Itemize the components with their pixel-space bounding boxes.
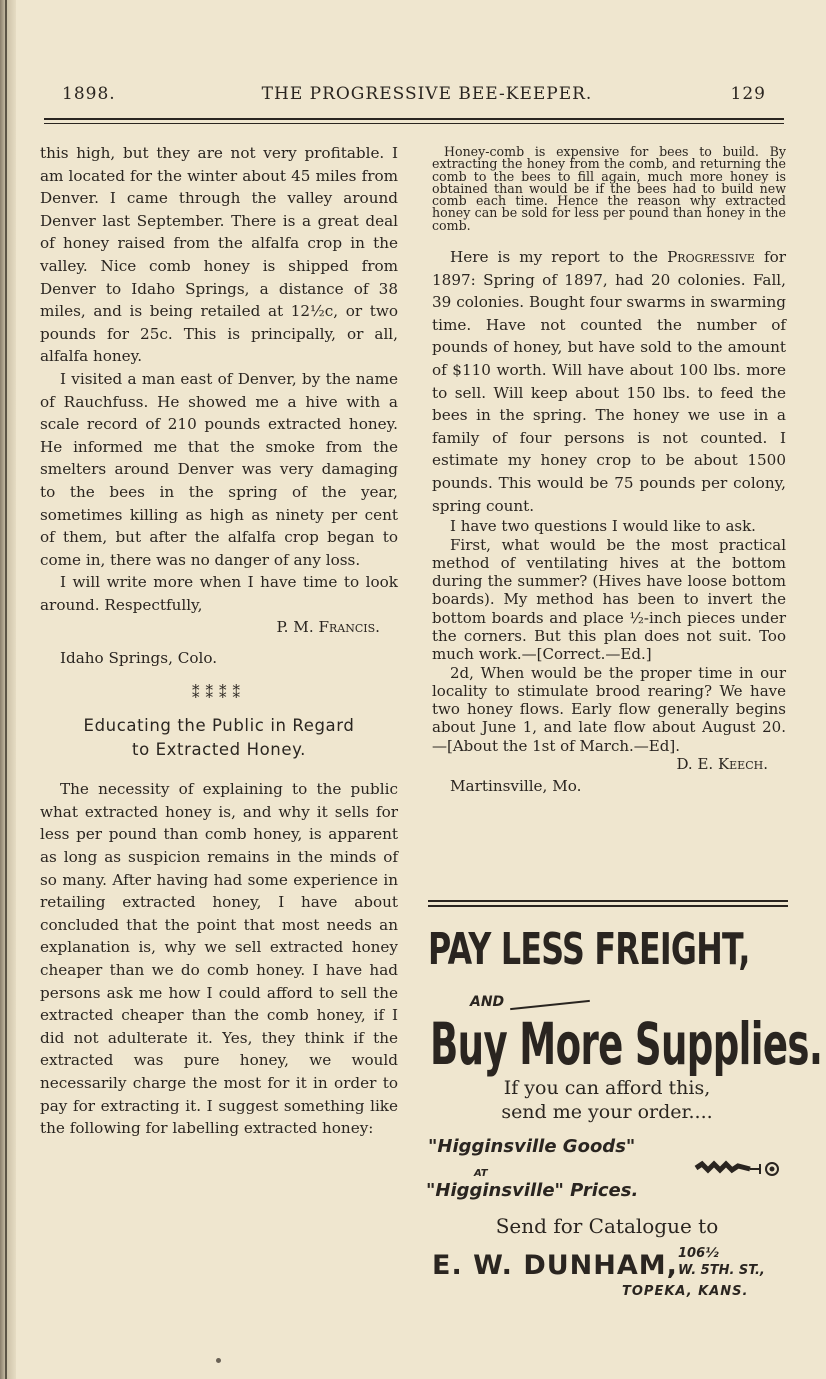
ad-ornament-icon [694, 1158, 786, 1180]
author-location: Idaho Springs, Colo. [60, 649, 218, 668]
label-paragraph: Honey-comb is expensive for bees to build. By extracting the honey from the comb, and returning the comb to the bees to fill again, much more honey is obtained than would be if the bees had to build new comb each time. Hence the reason why extracted honey can be sold for less per pound than honey in the comb. [432, 144, 786, 233]
honey-label-text [432, 146, 786, 232]
question-1: First, what would be the most practical method of ventilating hives at the bottom during the summer? (Hives have loose bottom boards). My method has been to invert the bottom boards and place ½-inch pieces under the corners. But this plan does not suit. Too much work.—[Correct.—Ed.] [432, 535, 786, 664]
running-header [62, 84, 766, 110]
ad-line-2: send me your order.... [501, 1101, 713, 1123]
header-year: 1898. [62, 84, 116, 104]
report-location: Martinsville, Mo. [450, 777, 582, 796]
ad-at: AT [474, 1168, 488, 1179]
page-binding-shadow [0, 0, 16, 1379]
ad-address-street: W. 5TH. ST., [678, 1263, 765, 1278]
ad-line-1: If you can afford this, [503, 1077, 711, 1099]
author-signature: P. M. Francis. [276, 618, 380, 637]
section-separator: ⁑⁑⁑⁑ [192, 683, 246, 702]
ad-address-city: TOPEKA, KANS. [622, 1284, 749, 1299]
ad-and: AND [470, 994, 505, 1010]
left-paragraph-1: this high, but they are not very profitable. I am located for the winter about 45 miles from Denver. I came through the valley around Denver last September. There is a great deal of honey raised from the alfalfa crop in the valley. Nice comb honey is shipped from Denver to Idaho Springs, a distance of 38 miles, and is being retailed at 12½c, or two pounds for 25c. This is principally, or all, alfalfa honey. [40, 144, 398, 366]
right-column [432, 146, 786, 798]
page-number: 129 [730, 84, 766, 104]
ad-address-number: 106½ [678, 1246, 719, 1261]
dunham-advertisement [426, 920, 823, 1310]
article-title [40, 714, 398, 762]
question-2 [432, 663, 786, 774]
question-2-text: 2d, When would be the proper time in our locality to stimulate brood rearing? We have two honey flows. Early flow generally begins about June 1, and late flow about August 20.—[About the 1st of March.—Ed]. [432, 663, 786, 755]
ad-catalogue: Send for Catalogue to [495, 1214, 719, 1238]
ad-headline-freight: PAY LESS FREIGHT, [428, 924, 750, 975]
report-section [432, 246, 786, 517]
binding-edge-line [5, 0, 7, 1379]
left-paragraph-3 [40, 571, 398, 616]
header-rule-bottom [44, 123, 784, 124]
ad-prices: "Higginsville" Prices. [426, 1180, 639, 1201]
report-signature: D. E. Keech. [676, 755, 768, 774]
left-paragraph-2: I visited a man east of Denver, by the name of Rauchfuss. He showed me a hive with a scale record of 210 pounds extracted honey. He informed me that the smoke from the smelters around Denver was very damaging to the bees in the spring of the year, sometimes killing as high as ninety per cent of them, but after the alfalfa crop began to come in, there was no danger of any loss. [40, 369, 398, 569]
ad-merchant-name: E. W. DUNHAM, [432, 1250, 678, 1281]
left-column [40, 142, 398, 1140]
closing-text: I will write more when I have time to look around. [40, 573, 398, 614]
report-location-wrap [432, 775, 786, 798]
ad-rule-bottom [428, 905, 788, 907]
report-paragraph [432, 246, 786, 517]
respectfully-text: Respectfully, [104, 595, 203, 614]
header-rule-top [44, 118, 784, 120]
page-speck [216, 1358, 221, 1363]
report-intro: Here is my report to the [450, 248, 659, 267]
ad-headline-supplies: Buy More Supplies. [430, 1010, 823, 1078]
article-body: The necessity of explaining to the public what extracted honey is, and why it sells for less per pound than comb honey, is apparent as long as suspicion remains in the minds of so many. After having had some experience in retailing extracted honey, I have about concluded that the point that most needs an explanation is, why we sell extracted honey cheaper than we do comb honey. I have had persons ask me how I could afford to sell the extracted cheaper than the comb honey, if I did not adulterate it. Yes, they think if the extracted was pure honey, we would necessarily charge the most for it in order to pay for extracting it. I suggest something like the following for labelling extracted honey: [40, 780, 398, 1138]
article-title-line-2: to Extracted Honey. [132, 740, 306, 760]
report-publication-name: Progressive [667, 248, 755, 267]
header-title: THE PROGRESSIVE BEE-KEEPER. [261, 84, 593, 104]
article-title-line-1: Educating the Public in Regard [83, 716, 355, 736]
report-body: for 1897: Spring of 1897, had 20 colonies. Fall, 39 colonies. Bought four swarms in swarming time. Have not counted the number of pounds of honey, but have sold to the amount of $110 worth. Will have about 100 lbs. more to sell. Will keep about 150 lbs. to feed the bees in the spring. The honey we use in a family of four persons is not counted. I estimate my honey crop to be about 1500 pounds. This would be 75 pounds per colony, spring count. [432, 248, 786, 515]
questions-intro: I have two questions I would like to ask. [450, 517, 756, 536]
questions-section [432, 517, 786, 773]
ad-rule-top [428, 900, 788, 902]
ad-goods: "Higginsville Goods" [428, 1136, 636, 1157]
ad-and-flourish [510, 1000, 590, 1010]
